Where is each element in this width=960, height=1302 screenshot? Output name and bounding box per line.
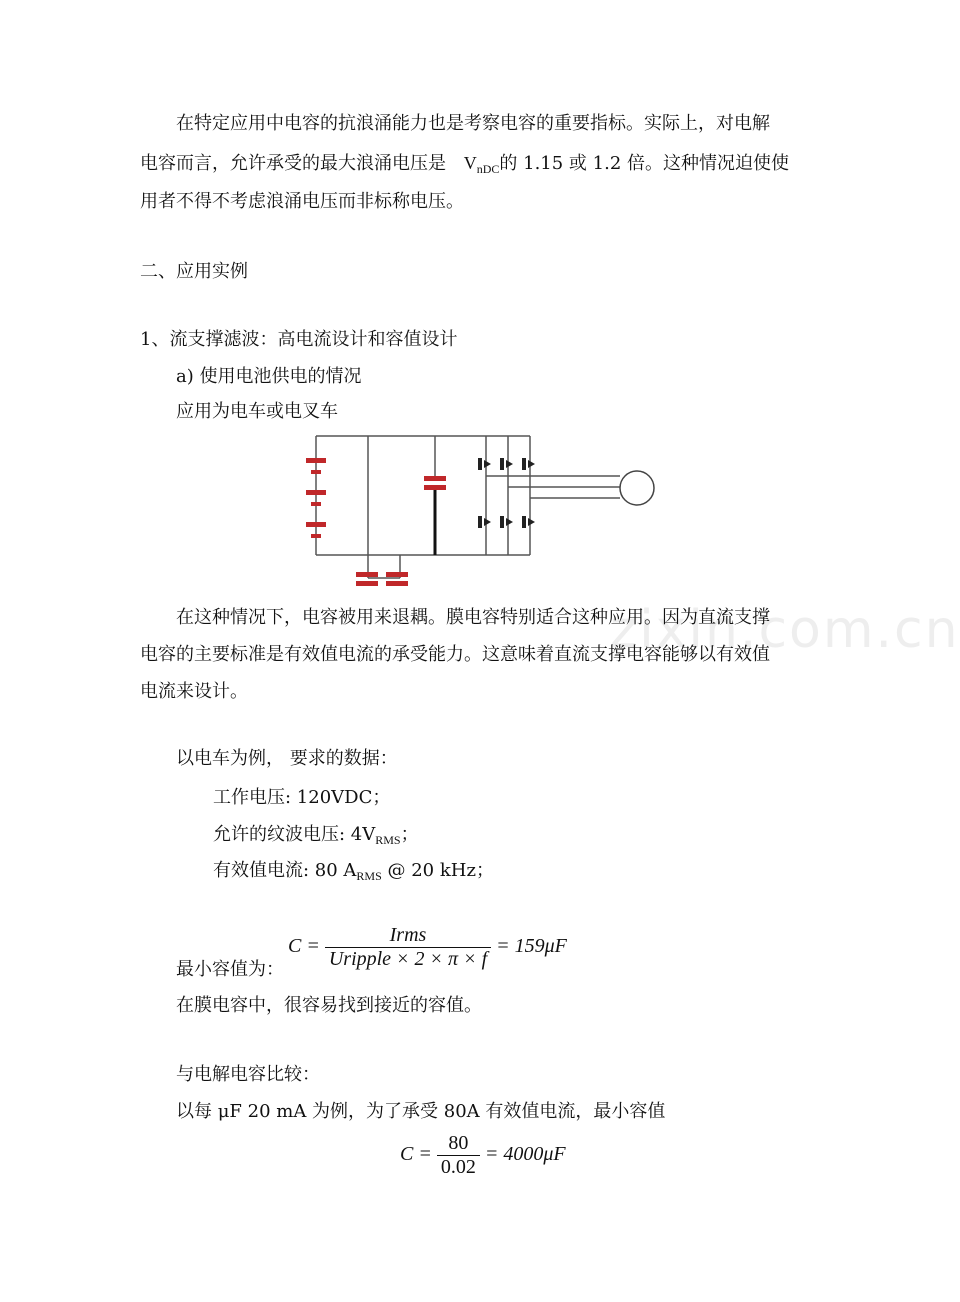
formula2-fraction	[437, 1132, 480, 1179]
formula2-numerator: 80	[437, 1132, 480, 1156]
paragraph1-line3: 用者不得不考虑浪涌电压而非标称电压。	[140, 191, 464, 212]
paragraph2-line1: 在这种情况下，电容被用来退耦。膜电容特别适合这种应用。因为直流支撑	[176, 607, 770, 628]
spec-ripple-voltage	[213, 822, 419, 853]
formula1-fraction	[325, 924, 491, 971]
application-line: 应用为电车或电叉车	[176, 401, 338, 422]
spec-rms-current	[213, 858, 494, 889]
ripple-subscript: RMS	[375, 833, 401, 847]
formula2-denominator: 0.02	[440, 1156, 476, 1178]
formula-electrolytic	[400, 1132, 566, 1179]
circuit-diagram	[290, 430, 670, 592]
sub1-heading: 1、流支撑滤波：高电流设计和容值设计	[140, 329, 458, 350]
dc-link-capacitor-icon	[424, 476, 446, 490]
current-label: 有效值电流: 80 A	[213, 860, 357, 881]
watermark: zixin.com.cn	[610, 600, 960, 660]
paragraph1-line2	[140, 150, 789, 182]
paragraph1-line1: 在特定应用中电容的抗浪涌能力也是考察电容的重要指标。实际上，对电解	[176, 113, 770, 134]
ripple-post: ；	[400, 824, 419, 845]
example-intro: 以电车为例， 要求的数据：	[176, 748, 398, 769]
paragraph1-line2-pre: 电容而言，允许承受的最大浪涌电压是	[140, 153, 446, 174]
current-post: @ 20 kHz；	[381, 860, 494, 881]
vndc-subscript: nDC	[476, 162, 500, 176]
formula-min-capacitance	[288, 924, 567, 971]
compare-line: 与电解电容比较：	[176, 1064, 320, 1085]
section2-heading: 二、应用实例	[140, 261, 248, 282]
circuit-wires	[316, 436, 620, 578]
vndc-symbol: V	[463, 153, 477, 173]
paragraph2-line2: 电容的主要标准是有效值电流的承受能力。这意味着直流支撑电容能够以有效值	[140, 644, 770, 665]
paragraph2-line3: 电流来设计。	[140, 681, 248, 702]
motor-icon	[620, 471, 654, 505]
ripple-label: 允许的纹波电压: 4V	[213, 824, 376, 845]
formula2-lhs: C =	[400, 1143, 432, 1166]
item-a: a) 使用电池供电的情况	[176, 366, 362, 387]
electrolytic-line: 以每 μF 20 mA 为例，为了承受 80A 有效值电流，最小容值	[176, 1101, 666, 1122]
paragraph1-line2-post: 的 1.15 或 1.2 倍。这种情况迫使使	[499, 153, 789, 174]
current-subscript: RMS	[356, 869, 382, 883]
bottom-capacitors-icon	[356, 572, 408, 586]
formula1-rhs: = 159μF	[496, 935, 567, 958]
formula1-denominator: Uripple × 2 × π × f	[328, 948, 488, 970]
formula1-lhs: C =	[288, 935, 320, 958]
formula2-rhs: = 4000μF	[484, 1143, 566, 1166]
min-capacitance-label: 最小容值为：	[176, 959, 284, 980]
spec-working-voltage: 工作电压: 120VDC；	[213, 787, 391, 808]
film-capacitor-line: 在膜电容中，很容易找到接近的容值。	[176, 995, 482, 1016]
formula1-numerator: Irms	[325, 924, 491, 948]
